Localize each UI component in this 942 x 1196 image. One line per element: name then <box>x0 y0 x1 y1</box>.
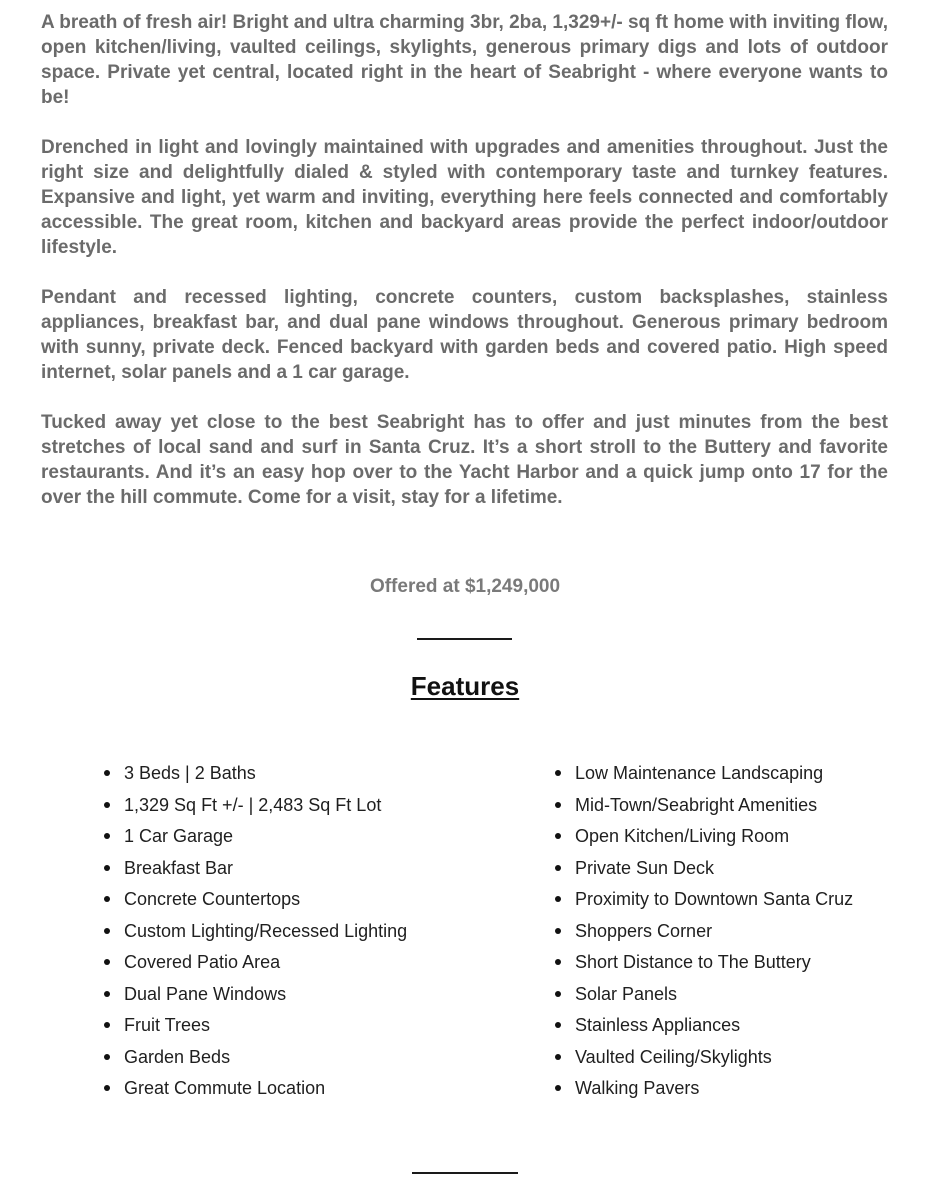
bullet-icon <box>104 770 110 776</box>
feature-item <box>104 821 524 853</box>
bullet-icon <box>104 1054 110 1060</box>
bullet-icon <box>555 959 561 965</box>
feature-label: Great Commute Location <box>124 1078 326 1098</box>
feature-item <box>555 1042 925 1074</box>
bullet-icon <box>104 991 110 997</box>
feature-label: 3 Beds | 2 Baths <box>124 763 256 783</box>
feature-item <box>555 1010 925 1042</box>
description-paragraph: A breath of fresh air! Bright and ultra charming 3br, 2ba, 1,329+/- sq ft home with inviting flow, open kitchen/living, vaulted ceilings, skylights, generous primary digs and lots of outdoor space. Private yet central, located right in the heart of Seabright - where everyone wants to be! <box>41 12 888 108</box>
feature-label: Low Maintenance Landscaping <box>575 763 824 783</box>
feature-item <box>555 758 925 790</box>
feature-label: Breakfast Bar <box>124 857 234 878</box>
feature-item <box>104 1042 524 1074</box>
feature-label: Shoppers Corner <box>575 920 713 941</box>
feature-item <box>555 916 925 948</box>
feature-item <box>104 979 524 1011</box>
bullet-icon <box>104 896 110 902</box>
feature-item <box>104 1010 524 1042</box>
bullet-icon <box>555 833 561 839</box>
features-list-right <box>555 758 925 1105</box>
bullet-icon <box>104 802 110 808</box>
feature-label: Stainless Appliances <box>575 1015 741 1035</box>
bullet-icon <box>555 1022 561 1028</box>
feature-label: 1 Car Garage <box>124 826 234 846</box>
bullet-icon <box>555 896 561 902</box>
feature-item <box>104 853 524 885</box>
feature-label: Open Kitchen/Living Room <box>575 826 790 846</box>
feature-label: Solar Panels <box>575 983 678 1004</box>
feature-label: Private Sun Deck <box>575 857 715 878</box>
bullet-icon <box>555 1054 561 1060</box>
listing-description <box>41 10 888 535</box>
features-heading: Features <box>410 671 520 701</box>
description-paragraph: Pendant and recessed lighting, concrete counters, custom backsplashes, stainless appliances, breakfast bar, and dual pane windows throughout. Generous primary bedroom with sunny, private deck. Fenced backyard with garden beds and covered patio. High speed internet, solar panels and a 1 car garage. <box>41 287 888 383</box>
feature-label: Covered Patio Area <box>124 952 281 972</box>
feature-label: Fruit Trees <box>124 1015 211 1035</box>
feature-item <box>104 916 524 948</box>
feature-item <box>104 758 524 790</box>
feature-label: Dual Pane Windows <box>124 983 287 1004</box>
feature-label: Walking Pavers <box>575 1078 700 1098</box>
feature-label: Proximity to Downtown Santa Cruz <box>575 889 854 909</box>
bullet-icon <box>555 991 561 997</box>
features-list-left <box>104 758 524 1105</box>
feature-item <box>555 884 925 916</box>
feature-label: Vaulted Ceiling/Skylights <box>575 1046 772 1067</box>
bullet-icon <box>104 959 110 965</box>
feature-item <box>104 790 524 822</box>
feature-item <box>104 884 524 916</box>
description-paragraph: Drenched in light and lovingly maintained with upgrades and amenities throughout. Just the right size and delightfully dialed & styled with contemporary taste and turnkey features. Expansive and light, yet warm and inviting, everything here feels connected and comfortably accessible. The great room, kitchen and backyard areas provide the perfect indoor/outdoor lifestyle. <box>41 137 888 258</box>
feature-item <box>555 979 925 1011</box>
bullet-icon <box>555 928 561 934</box>
bullet-icon <box>555 1085 561 1091</box>
feature-item <box>555 853 925 885</box>
bullet-icon <box>104 865 110 871</box>
feature-label: Garden Beds <box>124 1046 231 1067</box>
offer-price: Offered at $1,249,000 <box>369 576 561 597</box>
bullet-icon <box>555 770 561 776</box>
feature-label: Custom Lighting/Recessed Lighting <box>124 920 408 941</box>
feature-label: Concrete Countertops <box>124 889 301 909</box>
bullet-icon <box>104 1085 110 1091</box>
feature-label: Mid-Town/Seabright Amenities <box>575 794 818 815</box>
feature-label: Short Distance to The Buttery <box>575 952 811 972</box>
bullet-icon <box>555 802 561 808</box>
feature-item <box>555 947 925 979</box>
bullet-icon <box>104 928 110 934</box>
feature-item <box>104 1073 524 1105</box>
feature-item <box>104 947 524 979</box>
feature-item <box>555 1073 925 1105</box>
bullet-icon <box>104 1022 110 1028</box>
feature-item <box>555 790 925 822</box>
feature-label: 1,329 Sq Ft +/- | 2,483 Sq Ft Lot <box>124 794 382 815</box>
bullet-icon <box>555 865 561 871</box>
divider <box>417 638 512 640</box>
feature-item <box>555 821 925 853</box>
description-paragraph: Tucked away yet close to the best Seabright has to offer and just minutes from the best stretches of local sand and surf in Santa Cruz. It’s a short stroll to the Buttery and favorite restaurants. And it’s an easy hop over to the Yacht Harbor and a quick jump onto 17 for the over the hill commute. Come for a visit, stay for a lifetime. <box>41 412 888 508</box>
divider <box>412 1172 518 1174</box>
bullet-icon <box>104 833 110 839</box>
